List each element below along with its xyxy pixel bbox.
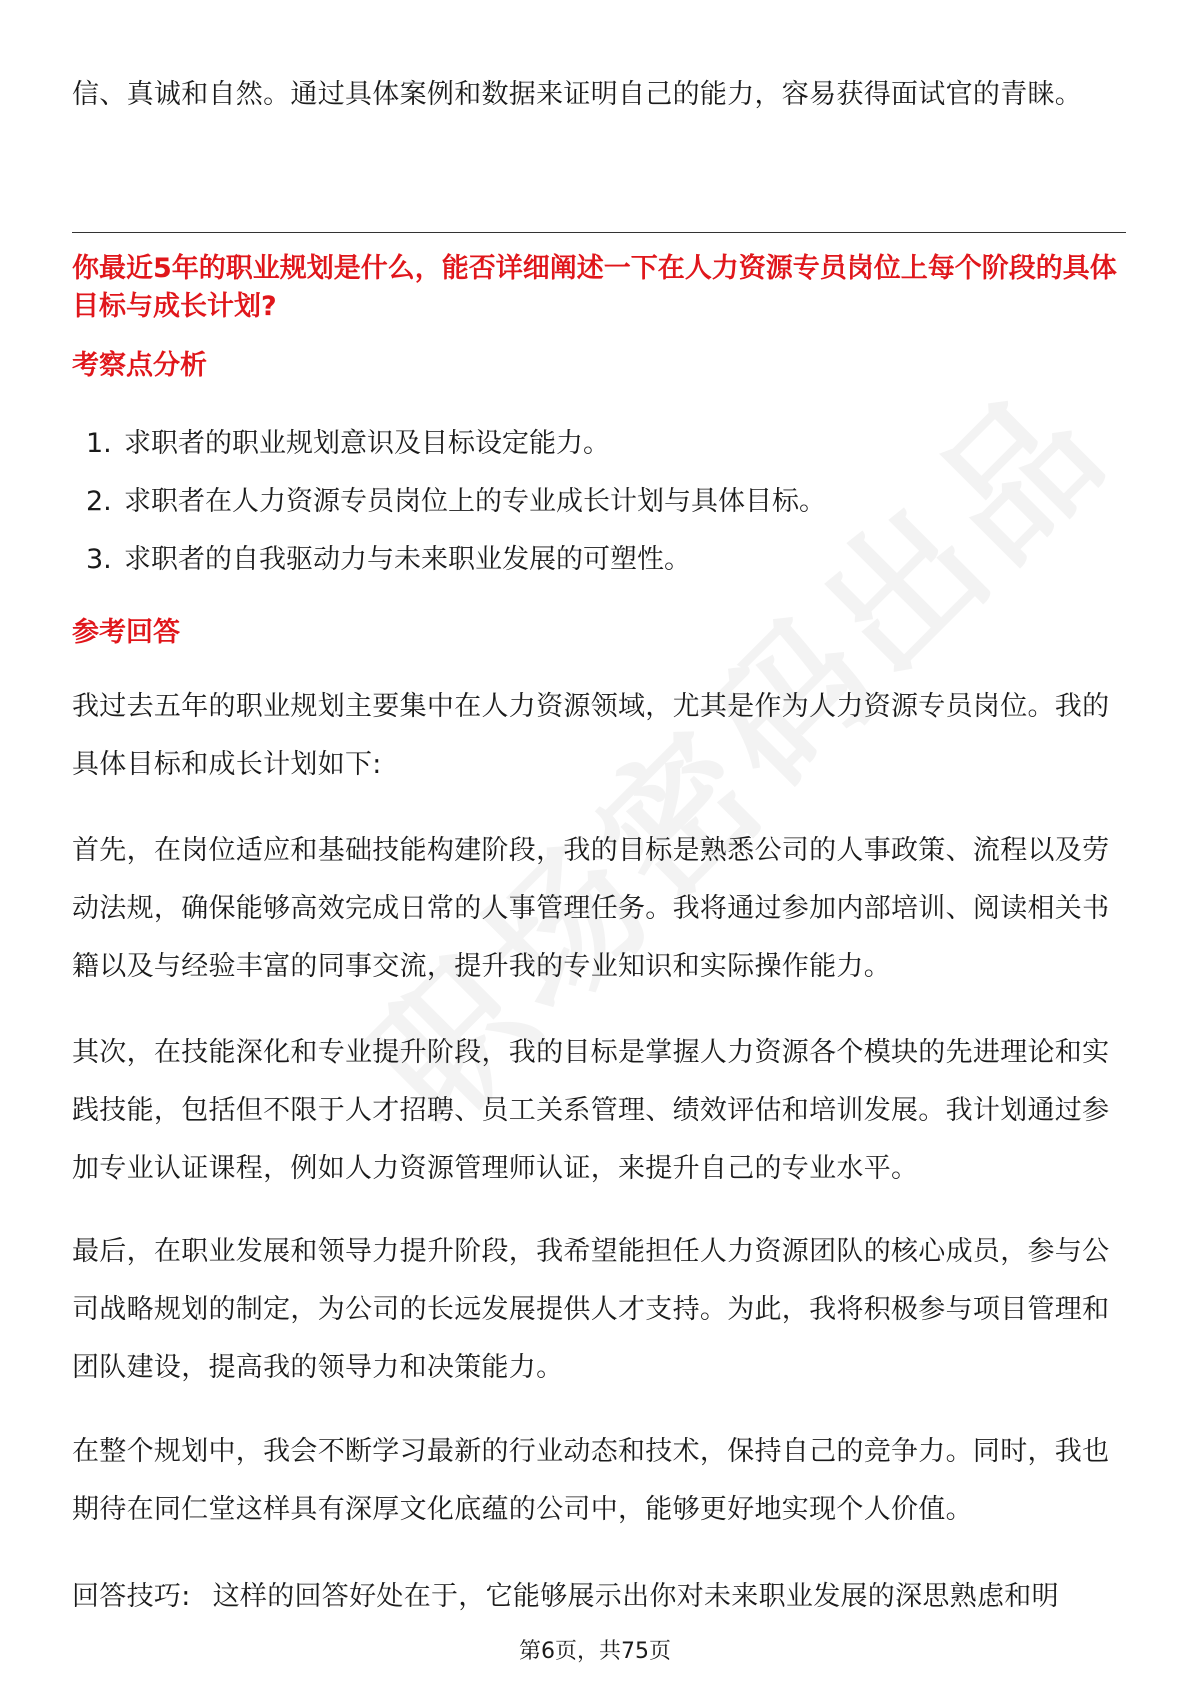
list-item-number: 1. bbox=[86, 428, 112, 459]
analysis-heading: 考察点分析 bbox=[72, 350, 207, 381]
list-item bbox=[86, 473, 826, 531]
divider bbox=[72, 232, 1126, 233]
intro-paragraph: 信、真诚和自然。通过具体案例和数据来证明自己的能力，容易获得面试官的青睐。 bbox=[72, 79, 1083, 110]
answer-paragraph: 在整个规划中，我会不断学习最新的行业动态和技术，保持自己的竞争力。同时，我也期待在同仁堂这样具有深厚文化底蕴的公司中，能够更好地实现个人价值。 bbox=[72, 1436, 1110, 1525]
answer-heading: 参考回答 bbox=[72, 617, 180, 648]
list-item-text: 求职者的职业规划意识及目标设定能力。 bbox=[124, 428, 610, 459]
answer-paragraph: 最后，在职业发展和领导力提升阶段，我希望能担任人力资源团队的核心成员，参与公司战略规划的制定，为公司的长远发展提供人才支持。为此，我将积极参与项目管理和团队建设，提高我的领导力和决策能力。 bbox=[72, 1236, 1110, 1383]
answer-paragraph: 首先，在岗位适应和基础技能构建阶段，我的目标是熟悉公司的人事政策、流程以及劳动法规，确保能够高效完成日常的人事管理任务。我将通过参加内部培训、阅读相关书籍以及与经验丰富的同事交流，提升我的专业知识和实际操作能力。 bbox=[72, 835, 1110, 982]
list-item bbox=[86, 531, 826, 589]
tip-text: 这样的回答好处在于，它能够展示出你对未来职业发展的深思熟虑和明 bbox=[212, 1581, 1059, 1612]
page-number: 第6页，共75页 bbox=[519, 1639, 671, 1664]
answer-paragraph: 其次，在技能深化和专业提升阶段，我的目标是掌握人力资源各个模块的先进理论和实践技能，包括但不限于人才招聘、员工关系管理、绩效评估和培训发展。我计划通过参加专业认证课程，例如人力资源管理师认证，来提升自己的专业水平。 bbox=[72, 1037, 1110, 1184]
answer-paragraph: 我过去五年的职业规划主要集中在人力资源领域，尤其是作为人力资源专员岗位。我的具体目标和成长计划如下: bbox=[72, 691, 1110, 780]
list-item-text: 求职者在人力资源专员岗位上的专业成长计划与具体目标。 bbox=[124, 486, 826, 517]
tip-label: 回答技巧: bbox=[72, 1581, 191, 1612]
list-item-text: 求职者的自我驱动力与未来职业发展的可塑性。 bbox=[124, 544, 691, 575]
list-item-number: 3. bbox=[86, 544, 112, 575]
analysis-list bbox=[86, 415, 826, 589]
question-heading: 你最近5年的职业规划是什么，能否详细阐述一下在人力资源专员岗位上每个阶段的具体目标与成长计划? bbox=[72, 253, 1117, 322]
list-item-number: 2. bbox=[86, 486, 112, 517]
answer-tip bbox=[72, 1568, 1122, 1626]
list-item bbox=[86, 415, 826, 473]
